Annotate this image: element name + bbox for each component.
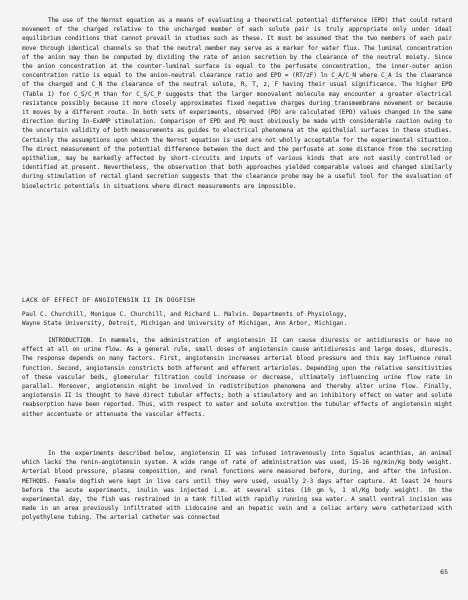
paragraph-text: INTRODUCTION. In mammals, the administration of angiotensin II can cause diuresis or antidiuresis or have no effect at all on urine flow. As a general rule, small doses of angiotensin cause antidiuresis and large doses, diuresis. The response depends on many factors. First, angiotensin increases arterial blood pressure and this may influence renal function. Second, angiotensin constricts both afferent and efferent arterioles. Depending upon the relative sensitivities of these vascular beds, glomerular filtration could increase or decrease, ultimately influencing urine flow rate in parallel. Moreover, angiotensin might be involved in redistribution phenomena and thereby alter urine flow. Finally, angiotensin II is thought to have direct tubular effects; both a stimulatory and an inhibitory effect on water and solute reabsorption have been reported. Thus, with respect to water and solute excretion the tubular effects of angiotensin might either accentuate or attenuate the vascular effects. — [22, 337, 452, 418]
body-paragraph-nernst — [22, 16, 452, 191]
authors-line: Paul C. Churchill, Monique C. Churchill, and Richard L. Malvin. Departments of Physiology, — [22, 311, 348, 318]
paragraph-text: The use of the Nernst equation as a means of evaluating a theoretical potential difference (EPD) that could retard movement of the charged relative to the uncharged member of each solute pair is truly appropriate only under ideal equilibrium conditions that cannot prevail in studies such as these. It must be assumed that the two members of each pair move through identical channels so that the neutral member may serve as a marker for water flux. The luminal concentration of the anion may then be computed by dividing the rate of anion secretion by the clearance of the neutral moiety. Since the anion concentration at the counter-luminal surface is equal to the perfusate concentration, the inner-outer anion concentration ratio is equal to the anion-neutral clearance ratio and EPD = (RT/zF) ln C_A/C_N where C_A is the clearance of the charged and C_N the clearance of the neutral solute, R, T, z, F having their usual significance. The higher EPD (Table 1) for C_S/C_M than for C_S/C_P suggests that the larger monovalent molecule may encounter a greater electrical resistance possibly because it more closely approximates fixed negative charges during transmembrane movement or because it moves by a different route. In both sets of experiments, observed (PD) are calculated (EPD) values changed in the same direction during In-ExAMP stimulation. Comparison of EPD and PD must obviously be made with considerable caution owing to the uncertain validity of both measurements as guides to electrical phenomena at the epithelial surfaces in these studies. Certainly the assumptions upon which the Nernst equation is used are not wholly acceptable for the experimental situation. The direct measurement of the potential difference between the duct and the perfusate at some distance from the secreting epithelium, may be markedly affected by short-circuits and inputs of various kinds that are not easily controlled or identified at present. Nevertheless, the observation that both approaches yielded comparable values and changed similarly during stimulation of rectal gland secretion suggests that the clearance probe may be a useful tool for the evaluation of bioelectric potentials in situations where direct measurements are impossible. — [22, 17, 452, 190]
authors-block — [22, 311, 452, 328]
section-title: LACK OF EFFECT OF ANGIOTENSIN II IN DOGFISH — [22, 297, 196, 304]
paragraph-text: In the experiments described below, angiotensin II was infused intravenously into Squalus acanthias, an animal which lacks the renin-angiotensin system. A wide range of rate of administration was used, 15-16 ng/min/Kg body weight. Arterial blood pressure, plasma composition, and renal functions were measured before, during, and after the infusion. METHODS. Female dogfish were kept in live cars until they were used, usually 2-3 days after capture. At least 24 hours before the acute experiments, inulin was injected i.m. at several sites (10 gm %, 1 ml/Kg body weight). On the experimental day, the fish was restrained in a tank filled with rapidly running sea water. A small ventral incision was made in an area previously infiltrated with Lidocaine and an hepatic vein and a celiac artery were catheterized with polyethylene tubing. The arterial catheter was connected — [22, 450, 452, 522]
introduction-paragraph — [22, 336, 452, 419]
page-number: 65 — [440, 568, 448, 576]
experiments-paragraph — [22, 449, 452, 523]
affiliation-line: Wayne State University, Detroit, Michigan and University of Michigan, Ann Arbor, Michigan. — [22, 319, 348, 327]
